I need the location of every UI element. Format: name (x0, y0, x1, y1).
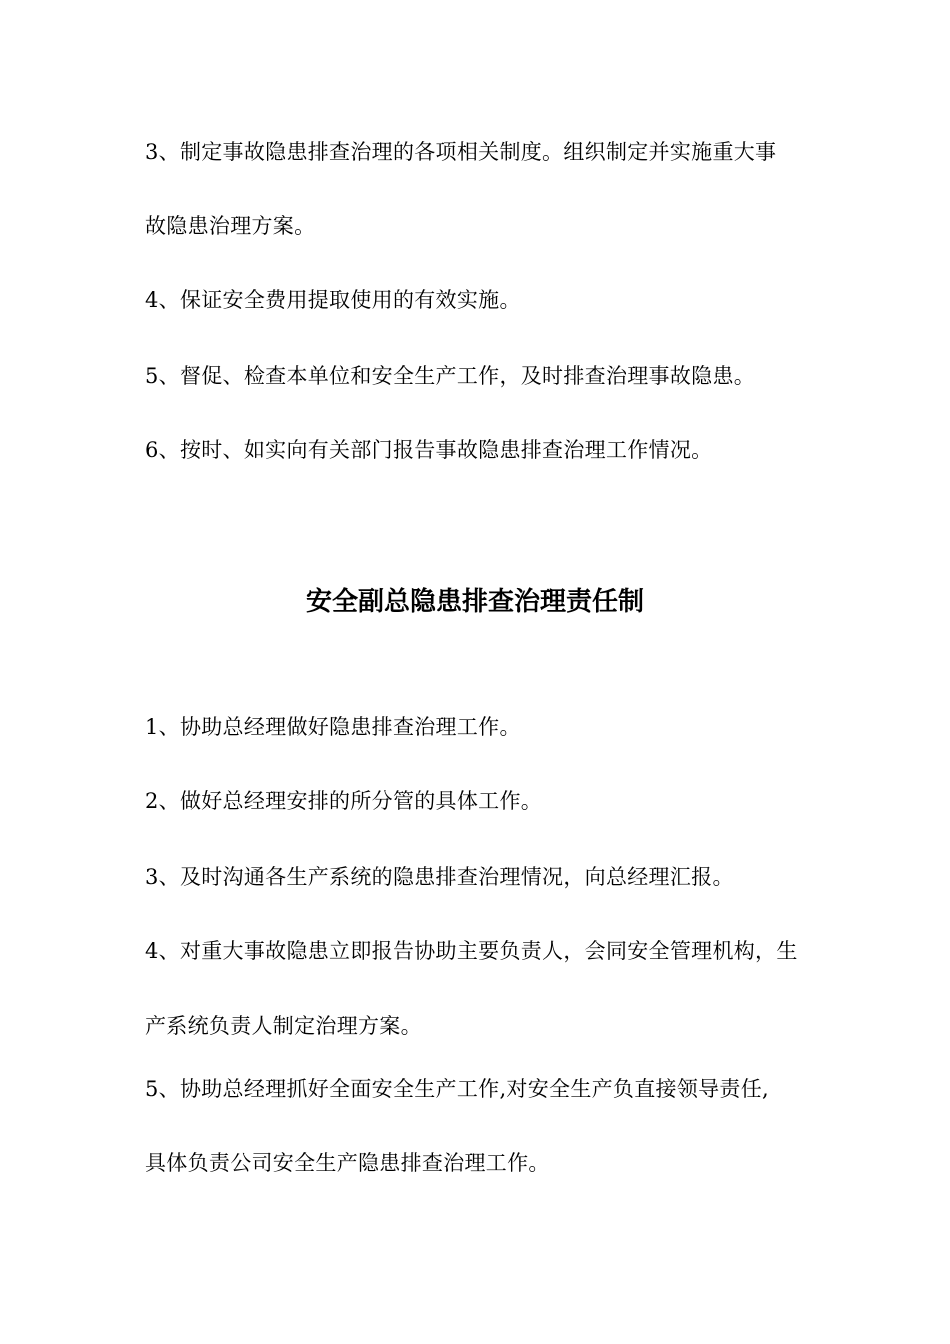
list-item-line: 具体负责公司安全生产隐患排查治理工作。 (145, 1151, 550, 1175)
list-item-line: 3、制定事故隐患排查治理的各项相关制度。组织制定并实施重大事 (145, 140, 777, 164)
list-item-line: 故隐患治理方案。 (145, 214, 316, 238)
list-item-line: 5、协助总经理抓好全面安全生产工作,对安全生产负直接领导责任, (145, 1077, 770, 1101)
list-item-line: 产系统负责人制定治理方案。 (145, 1014, 422, 1038)
list-item-line: 4、对重大事故隐患立即报告协助主要负责人，会同安全管理机构，生 (145, 939, 798, 963)
list-item-line: 2、做好总经理安排的所分管的具体工作。 (145, 789, 543, 813)
list-item-line: 5、督促、检查本单位和安全生产工作，及时排查治理事故隐患。 (145, 364, 756, 388)
list-item-line: 4、保证安全费用提取使用的有效实施。 (145, 288, 521, 312)
list-item-line: 3、及时沟通各生产系统的隐患排查治理情况，向总经理汇报。 (145, 865, 734, 889)
section-title: 安全副总隐患排查治理责任制 (305, 587, 644, 617)
list-item-line: 6、按时、如实向有关部门报告事故隐患排查治理工作情况。 (145, 438, 713, 462)
list-item-line: 1、协助总经理做好隐患排查治理工作。 (145, 715, 521, 739)
